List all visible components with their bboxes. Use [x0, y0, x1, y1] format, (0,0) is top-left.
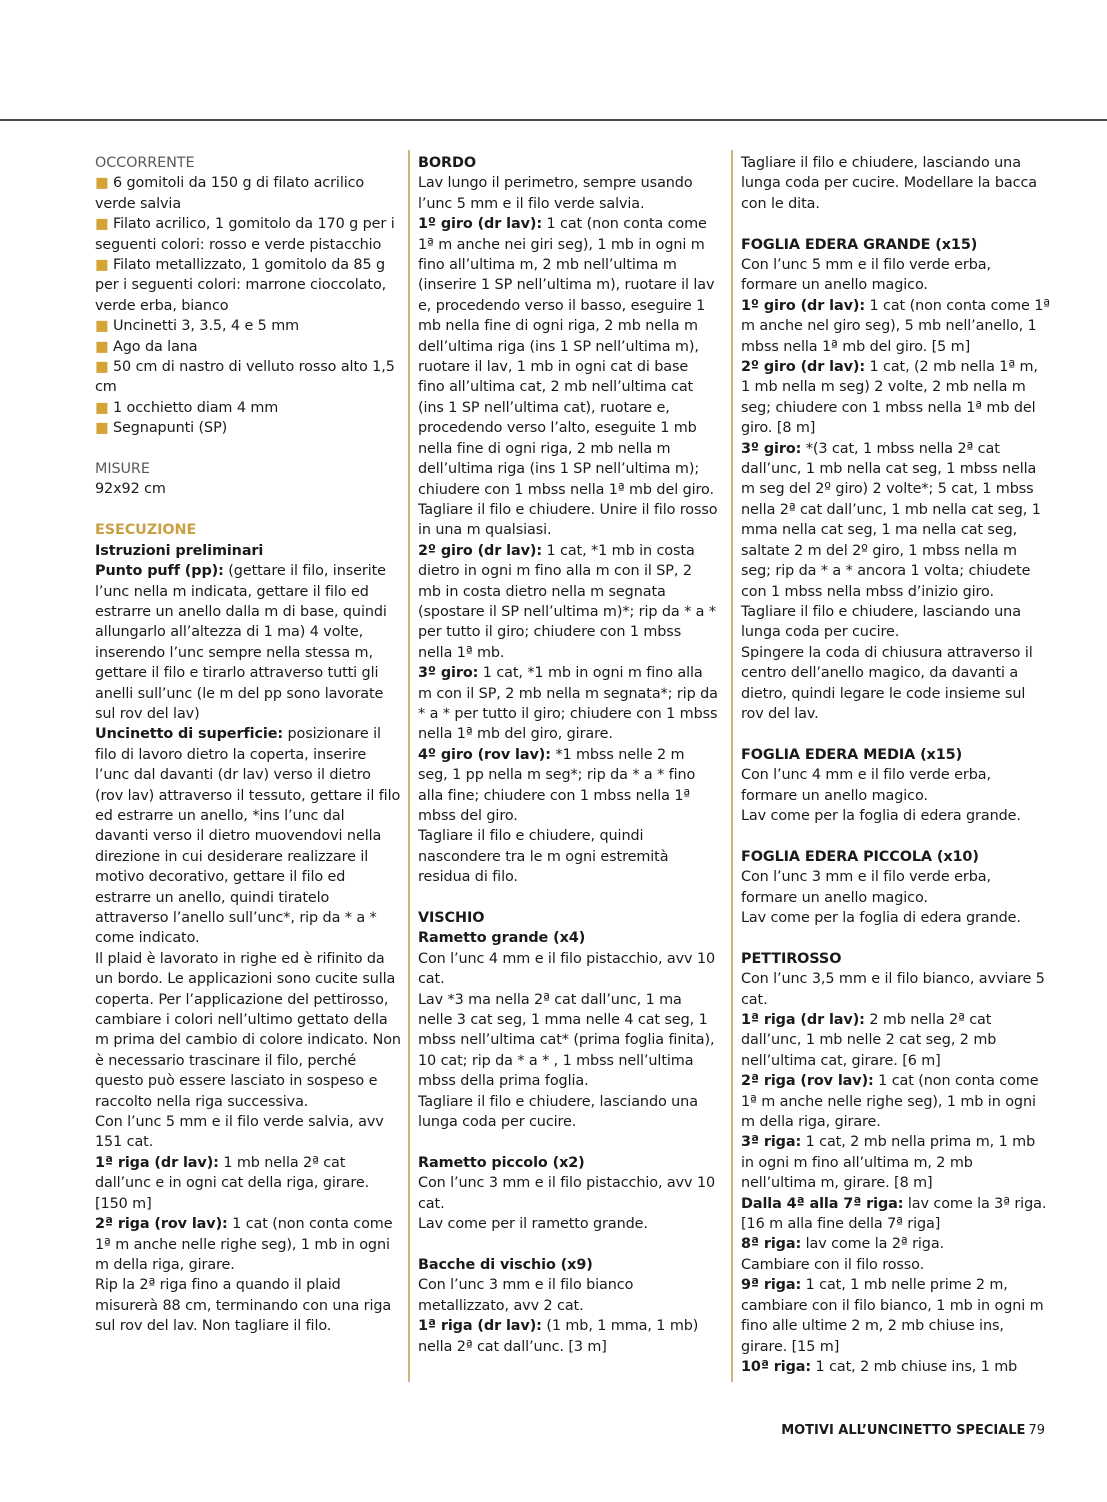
- top-rule: [0, 119, 1107, 121]
- subheading-istruzioni: Istruzioni preliminari: [95, 542, 264, 559]
- paragraph-pt-riga-4-7: Dalla 4ª alla 7ª riga: lav come la 3ª riga. [16 m alla fine della 7ª riga]: [741, 1195, 1047, 1233]
- paragraph-riga-2: 2ª riga (rov lav): 1 cat (non conta come 1ª m anche nelle righe seg), 1 mb in ogni m della riga, girare.: [95, 1216, 393, 1273]
- column-2: [418, 153, 718, 1357]
- section-heading-occorrente: OCCORRENTE: [95, 155, 195, 171]
- section-heading-foglia-grande: FOGLIA EDERA GRANDE (x15): [741, 236, 978, 253]
- material-item: ■ Ago da lana: [95, 338, 198, 355]
- bullet-square-icon: ■: [95, 216, 109, 233]
- size-value: 92x92 cm: [95, 481, 166, 498]
- subheading-rametto-grande: Rametto grande (x4): [418, 930, 586, 947]
- paragraph-bordo-cut-1: Tagliare il filo e chiudere. Unire il filo rosso in una m qualsiasi.: [418, 501, 718, 539]
- paragraph-bv-avvio: Con l’unc 3 mm e il filo bianco metallizzato, avv 2 cat.: [418, 1277, 634, 1314]
- material-item: ■ Filato acrilico, 1 gomitolo da 170 g per i seguenti colori: rosso e verde pistacchio: [95, 216, 395, 253]
- paragraph-fp-text: Lav come per la foglia di edera grande.: [741, 909, 1021, 926]
- paragraph-bordo-giro-3: 3º giro: 1 cat, *1 mb in ogni m fino alla m con il SP, 2 mb nella m segnata*; rip da * a * per tutto il giro; chiudere con 1 mbss nella 1ª mb del giro, girare.: [418, 665, 718, 743]
- subheading-bacche: Bacche di vischio (x9): [418, 1256, 593, 1273]
- paragraph-fp-avvio: Con l’unc 3 mm e il filo verde erba, formare un anello magico.: [741, 869, 991, 906]
- column-3: [741, 153, 1051, 1377]
- paragraph-rg-text: Lav *3 ma nella 2ª cat dall’unc, 1 ma nelle 3 cat seg, 1 mma nelle 4 cat seg, 1 mbss nell’ultima cat* (prima foglia finita), 10 cat; rip da * a * , 1 mbss nell’ultima mbss della prima foglia.: [418, 991, 715, 1090]
- paragraph-pt-riga-10: 10ª riga: 1 cat, 2 mb chiuse ins, 1 mb: [741, 1358, 1018, 1375]
- column-divider: [731, 150, 733, 1382]
- paragraph-fg-push: Spingere la coda di chiusura attraverso il centro dell’anello magico, da davanti a dietro, quindi legare le code insieme sul rov del lav.: [741, 644, 1033, 722]
- paragraph-pt-riga-2: 2ª riga (rov lav): 1 cat (non conta come 1ª m anche nelle righe seg), 1 mb in ogni m della riga, girare.: [741, 1073, 1039, 1131]
- paragraph-bordo-cut-2: Tagliare il filo e chiudere, quindi nascondere tra le m ogni estremità residua di filo.: [418, 828, 669, 886]
- paragraph-fm-text: Lav come per la foglia di edera grande.: [741, 807, 1021, 824]
- paragraph-pt-avvio: Con l’unc 3,5 mm e il filo bianco, avviare 5 cat.: [741, 971, 1045, 1008]
- paragraph-pt-riga-9: 9ª riga: 1 cat, 1 mb nelle prime 2 m, cambiare con il filo bianco, 1 mb in ogni m fino alle ultime 2 m, 2 mb chiuse ins, girare. [15 m]: [741, 1277, 1044, 1355]
- material-item: ■ Filato metallizzato, 1 gomitolo da 85 g per i seguenti colori: marrone cioccolato, verde erba, bianco: [95, 257, 387, 314]
- paragraph-rip: Rip la 2ª riga fino a quando il plaid misurerà 88 cm, terminando con una riga sul rov del lav. Non tagliare il filo.: [95, 1277, 392, 1335]
- page-footer: [781, 1423, 1045, 1438]
- material-item: ■ Uncinetti 3, 3.5, 4 e 5 mm: [95, 318, 300, 335]
- paragraph-rp-text: Lav come per il rametto grande.: [418, 1216, 648, 1233]
- section-heading-bordo: BORDO: [418, 155, 476, 171]
- column-divider: [408, 150, 410, 1382]
- paragraph-plaid: Il plaid è lavorato in righe ed è rifinito da un bordo. Le applicazioni sono cucite sulla coperta. Per l’applicazione del pettirosso, cambiare i colori nell’ultimo gettato della m prima del cambio di colore indicato. Non è necessario trascinare il filo, perché questo può essere lasciato in sospeso e raccolto nella riga successiva.: [95, 950, 401, 1110]
- paragraph-fg-giro-1: 1º giro (dr lav): 1 cat (non conta come 1ª m anche nel giro seg), 5 mb nell’anello, 1 mbss nella 1ª mb del giro. [5 m]: [741, 297, 1050, 355]
- section-heading-vischio: VISCHIO: [418, 910, 485, 927]
- bullet-square-icon: ■: [95, 318, 109, 335]
- material-item: ■ 50 cm di nastro di velluto rosso alto 1,5 cm: [95, 359, 395, 396]
- paragraph-rp-avvio: Con l’unc 3 mm e il filo pistacchio, avv 10 cat.: [418, 1175, 716, 1212]
- paragraph-punto-puff: Punto puff (pp): (gettare il filo, inserite l’unc nella m indicata, gettare il filo ed estrarre un anello dalla m di base, quindi allungarlo all’altezza di 1 ma) 4 volte, inserendo l’unc sempre nella stessa m, gettare il filo e tirarlo attraverso tutti gli anelli sull’unc (le m del pp sono lavorate sul rov del lav): [95, 563, 387, 722]
- paragraph-bordo-giro-2: 2º giro (dr lav): 1 cat, *1 mb in costa dietro in ogni m fino alla m con il SP, 2 mb in costa dietro nella m segnata (spostare il SP nell’ultima m)*; rip da * a * per tutto il giro; chiudere con 1 mbss nella 1ª mb.: [418, 542, 716, 661]
- subheading-rametto-piccolo: Rametto piccolo (x2): [418, 1154, 585, 1171]
- paragraph-pt-riga-8: 8ª riga: lav come la 2ª riga.: [741, 1236, 945, 1253]
- section-heading-foglia-piccola: FOGLIA EDERA PICCOLA (x10): [741, 848, 979, 865]
- section-heading-foglia-media: FOGLIA EDERA MEDIA (x15): [741, 746, 963, 763]
- bullet-square-icon: ■: [95, 257, 109, 274]
- section-heading-misure: MISURE: [95, 461, 150, 478]
- paragraph-fg-cut: Tagliare il filo e chiudere, lasciando una lunga coda per cucire.: [741, 603, 1021, 641]
- paragraph-bordo-giro-4: 4º giro (rov lav): *1 mbss nelle 2 m seg, 1 pp nella m seg*; rip da * a * fino alla fine; chiudere con 1 mbss nella 1ª mbss del giro.: [418, 746, 696, 824]
- paragraph-avvio: Con l’unc 5 mm e il filo verde salvia, avv 151 cat.: [95, 1114, 384, 1151]
- column-1: [95, 153, 401, 1337]
- paragraph-bv-riga-1: 1ª riga (dr lav): (1 mb, 1 mma, 1 mb) nella 2ª cat dall’unc. [3 m]: [418, 1318, 699, 1355]
- section-heading-pettirosso: PETTIROSSO: [741, 950, 842, 967]
- paragraph-pt-riga-1: 1ª riga (dr lav): 2 mb nella 2ª cat dall’unc, 1 mb nelle 2 cat seg, 2 mb nell’ultima cat, girare. [6 m]: [741, 1012, 997, 1069]
- bullet-square-icon: ■: [95, 175, 109, 192]
- paragraph-riga-1: 1ª riga (dr lav): 1 mb nella 2ª cat dall’unc e in ogni cat della riga, girare. [150 m]: [95, 1154, 370, 1212]
- material-item: ■ 6 gomitoli da 150 g di filato acrilico verde salvia: [95, 175, 365, 212]
- paragraph-rg-cut: Tagliare il filo e chiudere, lasciando una lunga coda per cucire.: [418, 1093, 698, 1131]
- paragraph-bordo-intro: Lav lungo il perimetro, sempre usando l’unc 5 mm e il filo verde salvia.: [418, 175, 693, 212]
- paragraph-fm-avvio: Con l’unc 4 mm e il filo verde erba, formare un anello magico.: [741, 767, 991, 804]
- bullet-square-icon: ■: [95, 359, 109, 376]
- paragraph-fg-giro-2: 2º giro (dr lav): 1 cat, (2 mb nella 1ª m, 1 mb nella m seg) 2 volte, 2 mb nella m seg; chiudere con 1 mbss nella 1ª mb del giro. [8 m]: [741, 359, 1038, 437]
- footer-title: MOTIVI ALL’UNCINETTO SPECIALE: [781, 1423, 1026, 1438]
- bullet-square-icon: ■: [95, 420, 109, 437]
- paragraph-rg-avvio: Con l’unc 4 mm e il filo pistacchio, avv 10 cat.: [418, 950, 716, 988]
- paragraph-bordo-giro-1: 1º giro (dr lav): 1 cat (non conta come 1ª m anche nei giri seg), 1 mb in ogni m fino all’ultima m, 2 mb nell’ultima m (inserire 1 SP nell’ultima m), ruotare il lav e, procedendo verso il basso, eseguire 1 mb nella fine di ogni riga, 2 mb nella m dell’ultima riga (ins 1 SP nell’ultima m), ruotare il lav, 1 mb in ogni cat di base fino all’ultima cat, 2 mb nell’ultima cat (ins 1 SP nell’ultima cat), ruotare e, procedendo verso l’alto, eseguite 1 mb nella fine di ogni riga, 2 mb nella m dell’ultima riga (ins 1 SP nell’ultima m); chiudere con 1 mbss nella 1ª mb del giro.: [418, 216, 715, 498]
- bullet-square-icon: ■: [95, 338, 109, 355]
- paragraph-uncinetto-superficie: Uncinetto di superficie: posizionare il filo di lavoro dietro la coperta, inserire l’unc dal davanti (dr lav) verso il dietro (rov lav) attraverso il tessuto, gettare il filo ed estrarre un anello, *ins l’unc dal davanti verso il dietro muovendovi nella direzione in cui desiderare realizzare il motivo decorativo, gettare il filo ed estrarre un anello, quindi tiratelo attraverso l’anello sull’unc*, rip da * a * come indicato.: [95, 726, 401, 947]
- paragraph-fg-avvio: Con l’unc 5 mm e il filo verde erba, formare un anello magico.: [741, 257, 991, 294]
- paragraph-pt-change: Cambiare con il filo rosso.: [741, 1256, 925, 1273]
- bullet-square-icon: ■: [95, 399, 109, 416]
- page-number: 79: [1028, 1423, 1045, 1438]
- paragraph-fg-giro-3: 3º giro: *(3 cat, 1 mbss nella 2ª cat dall’unc, 1 mb nella cat seg, 1 mbss nella m seg del 2º giro) 2 volte*; 5 cat, 1 mbss nella 2ª cat dall’unc, 1 mb nella cat seg, 1 mma nella cat seg, 1 ma nella cat seg, saltate 2 m del 2º giro, 1 mbss nella m seg; rip da * a * ancora 1 volta; chiudete con 1 mbss nella mbss d’inizio giro.: [741, 440, 1041, 600]
- section-heading-esecuzione: ESECUZIONE: [95, 522, 197, 539]
- material-item: ■ 1 occhietto diam 4 mm: [95, 399, 279, 416]
- paragraph-bv-cut: Tagliare il filo e chiudere, lasciando una lunga coda per cucire. Modellare la bacca con le dita.: [741, 155, 1037, 212]
- material-item: ■ Segnapunti (SP): [95, 420, 228, 437]
- paragraph-pt-riga-3: 3ª riga: 1 cat, 2 mb nella prima m, 1 mb in ogni m fino all’ultima m, 2 mb nell’ultima m, girare. [8 m]: [741, 1134, 1036, 1192]
